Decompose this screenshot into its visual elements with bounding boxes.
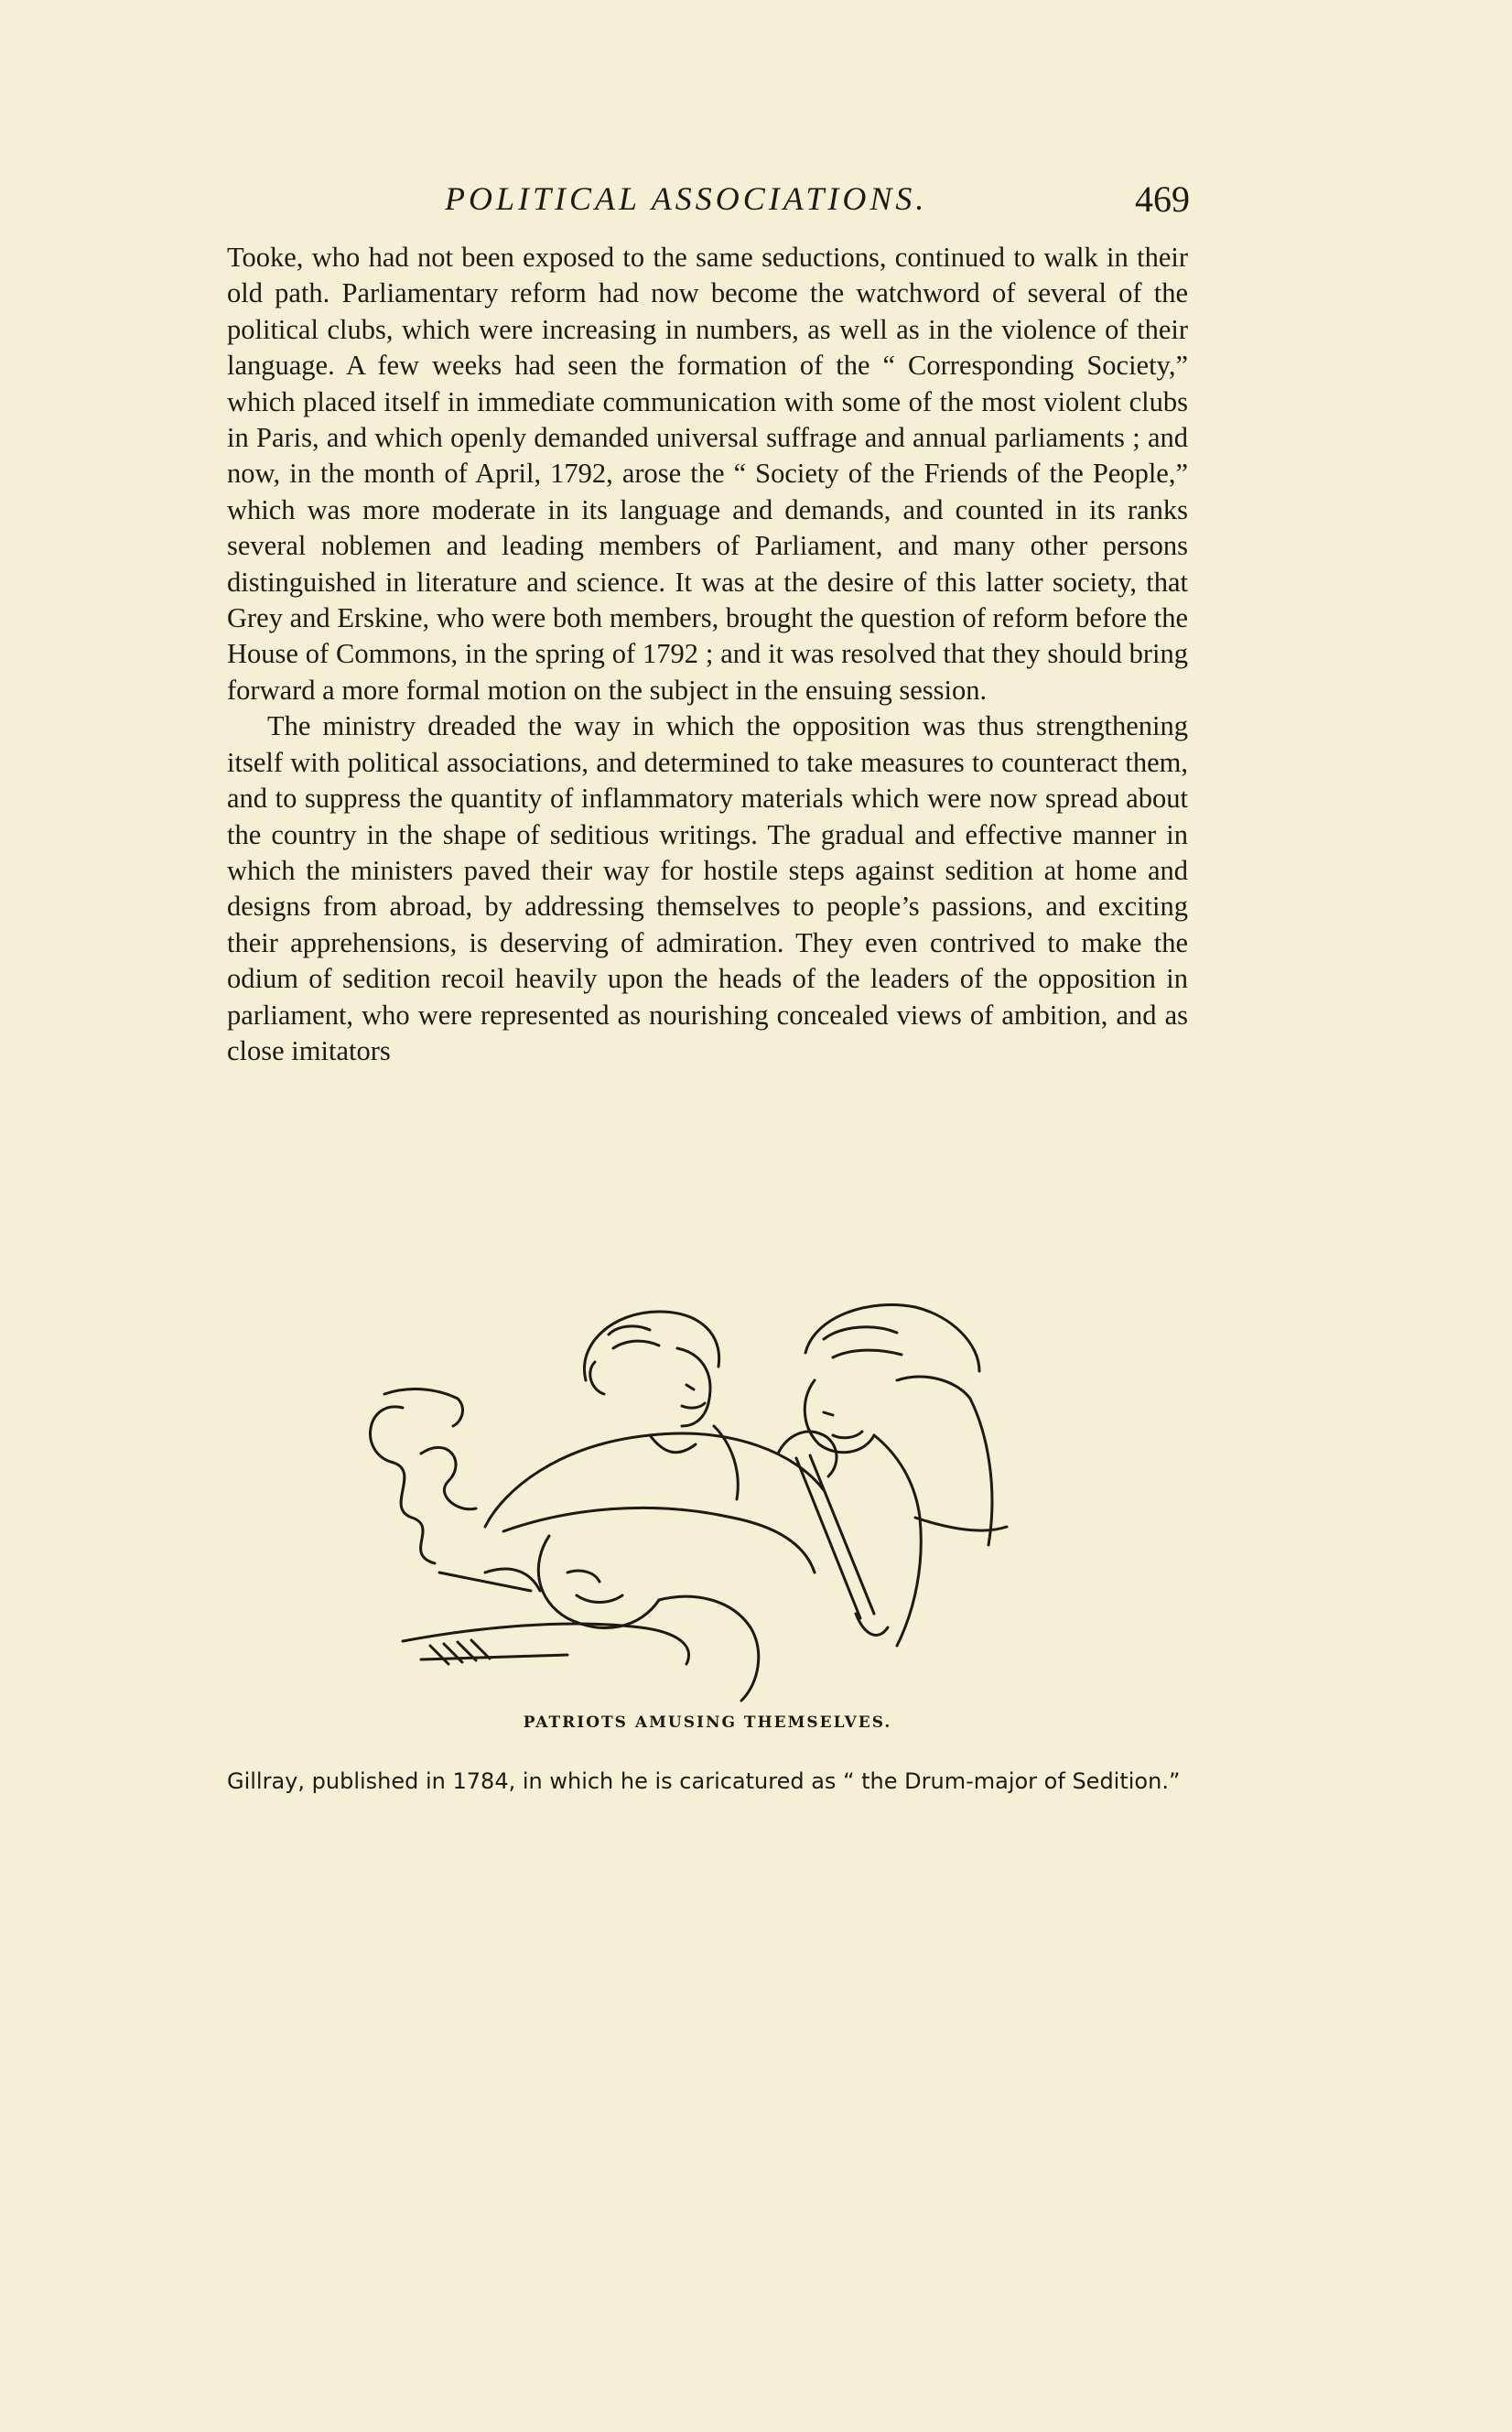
paragraph-1: Tooke, who had not been exposed to the same seductions, continued to walk in their old path. Parliamentary reform had now become the watchword of several of the political clubs, which were increasing in numbers, as well as in the violence of their language. A few weeks had seen the formation of the “ Corresponding Society,” which placed itself in immediate communication with some of the most violent clubs in Paris, and which openly demanded universal suffrage and annual parliaments ; and now, in the month of April, 1792, arose the “ Society of the Friends of the People,” which was more moderate in its language and demands, and counted in its ranks several noblemen and leading members of Parliament, and many other persons distinguished in literature and science. It was at the desire of this latter society, that Grey and Erskine, who were both members, brought the question of reform before the House of Commons, in the spring of 1792 ; and it was resolved that they should bring forward a more formal motion on the subject in the ensuing session. [227,242,1188,706]
footnote: Gillray, published in 1784, in which he is caricatured as “ the Drum-major of Sedition.” [227,1768,1181,1794]
reclining-figure-drawing [403,1433,824,1701]
body-text [227,240,1188,1069]
paragraph-2: The ministry dreaded the way in which the opposition was thus strengthening itself with political associations, and determined to take measures to counteract them, and to suppress the quantity of inflammatory materials which were now spread about the country in the shape of seditious writings. The gradual and effective manner in which the ministers paved their way for hostile steps against sedition at home and designs from abroad, by addressing themselves to people’s passions, and exciting their apprehensions, is deserving of admiration. They even contrived to make the odium of sedition recoil heavily upon the heads of the leaders of the opposition in parliament, who were represented as nourishing concealed views of ambition, and as close imitators [227,710,1188,1066]
caricature-illustration [348,1298,1043,1719]
figure-caption: PATRIOTS AMUSING THEMSELVES. [523,1713,892,1732]
running-title: POLITICAL ASSOCIATIONS. [445,180,928,217]
running-head [225,179,1190,223]
center-figure-drawing [584,1312,738,1499]
smoke-drawing [371,1389,476,1563]
page-number: 469 [1135,178,1190,220]
right-figure-drawing [778,1304,1007,1646]
